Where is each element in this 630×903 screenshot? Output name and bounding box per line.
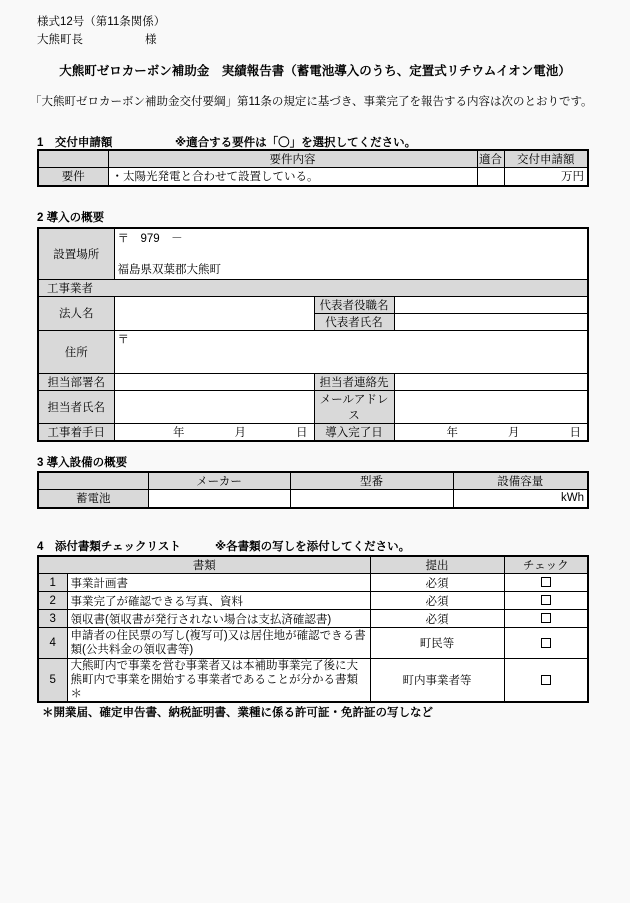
- document-name: 領収書(領収書が発行されない場合は支払済確認書): [67, 610, 370, 628]
- checkbox-icon[interactable]: [541, 577, 551, 587]
- section4-note: ※各書類の写しを添付してください。: [215, 541, 411, 553]
- section4-heading: [37, 538, 597, 554]
- row-number: 1: [38, 574, 67, 592]
- s1-header-conform: 適合: [477, 150, 504, 168]
- address-postal-mark: 〒: [117, 333, 129, 346]
- addressee: 大熊町長: [37, 34, 83, 46]
- s4-header-submit: 提出: [370, 556, 504, 574]
- end-day-unit: 日: [569, 426, 581, 439]
- s3-header-model: 型番: [290, 472, 453, 490]
- contact-input[interactable]: [394, 373, 588, 390]
- corp-name-input[interactable]: [114, 296, 314, 330]
- row-number: 3: [38, 610, 67, 628]
- intro-text: 「大熊町ゼロカーボン補助金交付要綱」第11条の規定に基づき、事業完了を報告する内容は次のとおりです。: [30, 96, 593, 108]
- addressee-honorific: 様: [145, 34, 157, 46]
- form-number: 様式12号（第11条関係）: [37, 16, 166, 28]
- s1-row-label: 要件: [38, 168, 108, 186]
- contact-label: 担当者連絡先: [314, 373, 394, 390]
- s4-header-document: 書類: [38, 556, 370, 574]
- submit-requirement: 町内事業者等: [370, 659, 504, 703]
- s3-header-capacity: 設備容量: [453, 472, 588, 490]
- row-number: 5: [38, 659, 67, 703]
- checklist-row: [38, 628, 588, 659]
- end-month-unit: 月: [508, 426, 520, 439]
- start-day-unit: 日: [296, 426, 308, 439]
- start-month-unit: 月: [234, 426, 246, 439]
- person-name-label: 担当者氏名: [38, 390, 114, 423]
- start-date-label: 工事着手日: [38, 423, 114, 441]
- footnote: ＊開業届、確定申告書、納税証明書、業種に係る許可証・免許証の写しなど: [42, 707, 433, 719]
- end-date-label: 導入完了日: [314, 423, 394, 441]
- document-name: 大熊町内で事業を営む事業者又は本補助事業完了後に大熊町内で事業を開始する事業者であることが分かる書類＊: [67, 659, 370, 703]
- equipment-table: [37, 471, 589, 509]
- submit-requirement: 必須: [370, 574, 504, 592]
- rep-name-label: 代表者氏名: [314, 313, 394, 330]
- start-year-unit: 年: [173, 426, 185, 439]
- grant-amount-table: [37, 149, 589, 187]
- s1-header-content: 要件内容: [108, 150, 477, 168]
- s1-header-blank: [38, 150, 108, 168]
- submit-requirement: 必須: [370, 592, 504, 610]
- rep-title-input[interactable]: [394, 296, 588, 313]
- submit-requirement: 町民等: [370, 628, 504, 659]
- contractor-section-header: 工事業者: [38, 279, 588, 296]
- end-year-unit: 年: [446, 426, 458, 439]
- dept-input[interactable]: [114, 373, 314, 390]
- start-date-input[interactable]: [114, 423, 314, 441]
- address-input[interactable]: [114, 330, 588, 373]
- postal-code-line: 〒 979 －: [117, 233, 183, 245]
- email-input[interactable]: [394, 390, 588, 423]
- s4-header-check: チェック: [504, 556, 588, 574]
- checklist-row: [38, 659, 588, 703]
- row-number: 4: [38, 628, 67, 659]
- battery-row-label: 蓄電池: [38, 490, 148, 508]
- amount-input-cell[interactable]: 万円: [504, 168, 588, 186]
- install-location-label: 設置場所: [38, 228, 114, 279]
- person-name-input[interactable]: [114, 390, 314, 423]
- conform-input-cell[interactable]: [477, 168, 504, 186]
- checkbox-icon[interactable]: [541, 675, 551, 685]
- s3-header-blank: [38, 472, 148, 490]
- dept-label: 担当部署名: [38, 373, 114, 390]
- document-name: 事業完了が確認できる写真、資料: [67, 592, 370, 610]
- install-location-input[interactable]: [114, 228, 588, 279]
- s1-requirement-content: ・太陽光発電と合わせて設置している。: [108, 168, 477, 186]
- checkbox-icon[interactable]: [541, 613, 551, 623]
- s1-header-amount: 交付申請額: [504, 150, 588, 168]
- checkbox-icon[interactable]: [541, 638, 551, 648]
- page-title: 大熊町ゼロカーボン補助金 実績報告書（蓄電池導入のうち、定置式リチウムイオン電池）: [59, 64, 571, 78]
- rep-name-input[interactable]: [394, 313, 588, 330]
- corp-name-label: 法人名: [38, 296, 114, 330]
- checklist-row: [38, 592, 588, 610]
- section1-heading: [37, 134, 597, 150]
- row-number: 2: [38, 592, 67, 610]
- section1-heading-label: 1 交付申請額: [37, 137, 113, 149]
- email-label: メールアドレス: [314, 390, 394, 423]
- section1-note: ※適合する要件は「〇」を選択してください。: [175, 137, 417, 149]
- s3-header-maker: メーカー: [148, 472, 290, 490]
- address-line: 福島県双葉郡大熊町: [117, 264, 221, 276]
- rep-title-label: 代表者役職名: [314, 296, 394, 313]
- submit-requirement: 必須: [370, 610, 504, 628]
- checklist-row: [38, 574, 588, 592]
- address-label: 住所: [38, 330, 114, 373]
- section2-heading: 2 導入の概要: [37, 212, 105, 224]
- overview-table: [37, 227, 589, 442]
- section3-heading: 3 導入設備の概要: [37, 457, 128, 469]
- addressee-line: [37, 31, 157, 47]
- checklist-table: [37, 555, 589, 703]
- maker-input[interactable]: [148, 490, 290, 508]
- capacity-input[interactable]: kWh: [453, 490, 588, 508]
- model-input[interactable]: [290, 490, 453, 508]
- checklist-row: [38, 610, 588, 628]
- end-date-input[interactable]: [394, 423, 588, 441]
- checkbox-icon[interactable]: [541, 595, 551, 605]
- document-name: 申請者の住民票の写し(複写可)又は居住地が確認できる書類(公共料金の領収書等): [67, 628, 370, 659]
- document-name: 事業計画書: [67, 574, 370, 592]
- section4-heading-label: 4 添付書類チェックリスト: [37, 541, 181, 553]
